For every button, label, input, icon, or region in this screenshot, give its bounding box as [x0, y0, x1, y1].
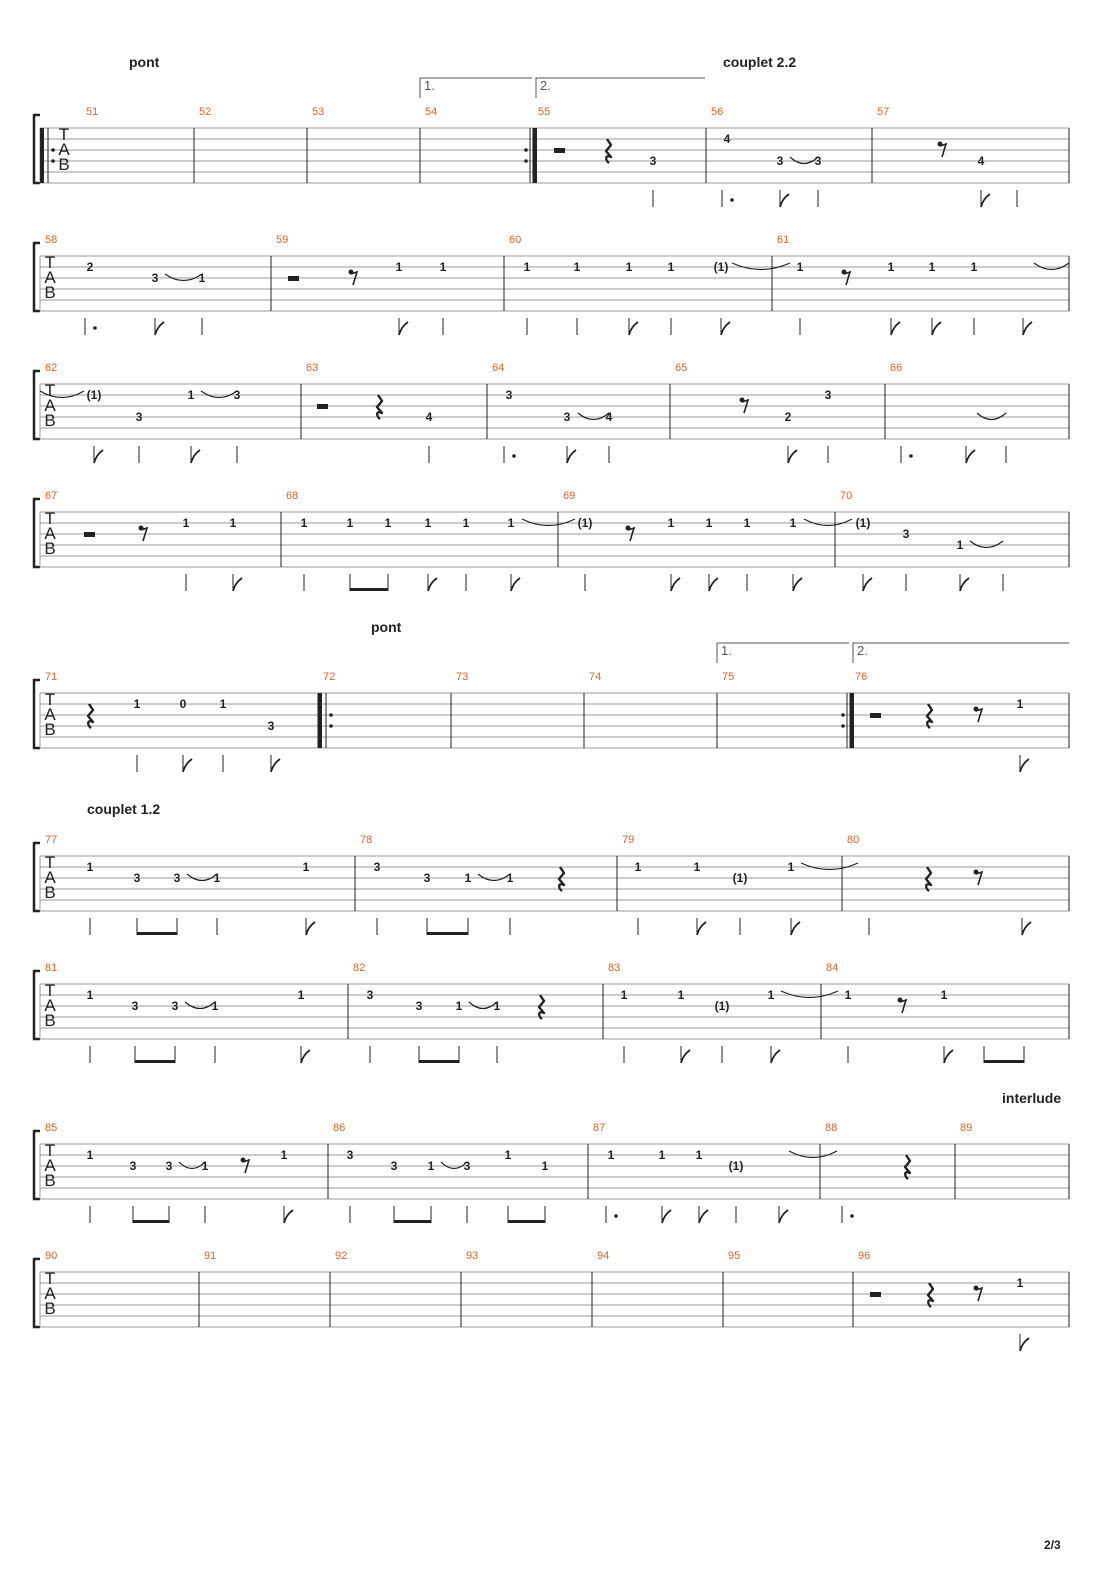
- fret-number: 2: [784, 410, 792, 424]
- tie: [187, 874, 217, 881]
- eighth-flag: [567, 450, 576, 463]
- repeat-dot: [51, 148, 55, 152]
- eighth-flag: [1023, 322, 1032, 335]
- fret-number: 3: [824, 388, 832, 402]
- tab-clef-letter: B: [44, 1011, 56, 1030]
- tie: [478, 874, 510, 881]
- fret-number: 1: [201, 1159, 209, 1173]
- fret-number: 1: [1016, 697, 1024, 711]
- tab-system: [34, 1250, 1069, 1351]
- measure-number: 51: [86, 106, 99, 118]
- fret-number: 1: [620, 988, 628, 1002]
- system-bracket: [34, 971, 40, 1039]
- measure-number: 62: [45, 362, 58, 374]
- fret-number: 1: [693, 860, 701, 874]
- tie: [201, 391, 237, 398]
- fret-number: 1: [1016, 1276, 1024, 1290]
- fret-number: 1: [658, 1148, 666, 1162]
- eighth-flag: [301, 1050, 310, 1063]
- measure-number: 76: [855, 671, 868, 683]
- fret-number: 3: [233, 388, 241, 402]
- fret-number: 1: [767, 988, 775, 1002]
- measure-number: 83: [608, 962, 621, 974]
- measure-number: 77: [45, 834, 58, 846]
- tab-clef-letter: T: [44, 509, 56, 528]
- system-bracket: [34, 680, 40, 748]
- fret-number: 1: [211, 999, 219, 1013]
- tie: [781, 991, 838, 998]
- eighth-flag: [771, 1050, 780, 1063]
- measure-number: 72: [323, 671, 336, 683]
- half-rest: [870, 1292, 881, 1297]
- fret-number: 1: [219, 697, 227, 711]
- fret-number: 3: [267, 719, 275, 733]
- fret-number: 1: [455, 999, 463, 1013]
- fret-number: (1): [855, 516, 871, 530]
- fret-number: 3: [902, 527, 910, 541]
- fret-number: 1: [297, 988, 305, 1002]
- eighth-flag: [966, 450, 975, 463]
- duration-dot: [850, 1214, 854, 1218]
- measure-number: 93: [466, 1250, 479, 1262]
- tie: [165, 274, 202, 281]
- tab-clef-letter: A: [44, 1156, 56, 1175]
- repeat-end-thick-bar: [850, 693, 854, 748]
- beam: [135, 1060, 175, 1063]
- volta-bracket-1: [717, 643, 849, 663]
- fret-number: 3: [776, 154, 784, 168]
- system-bracket: [34, 371, 40, 439]
- fret-number: 3: [505, 388, 513, 402]
- tab-clef-letter: T: [44, 981, 56, 1000]
- fret-number: 1: [607, 1148, 615, 1162]
- tab-clef-letter: A: [44, 1284, 56, 1303]
- fret-number: 1: [300, 516, 308, 530]
- eighth-flag: [271, 759, 280, 772]
- beam: [984, 1060, 1024, 1063]
- tab-clef-letter: B: [44, 720, 56, 739]
- tab-clef-letter: T: [44, 253, 56, 272]
- fret-number: 4: [723, 132, 731, 146]
- quarter-rest: [559, 867, 564, 891]
- repeat-end-thick-bar: [533, 128, 537, 183]
- section-label-pont: pont: [129, 54, 160, 70]
- fret-number: (1): [714, 999, 730, 1013]
- fret-number: 1: [462, 516, 470, 530]
- measure-number: 84: [826, 962, 839, 974]
- measure-number: 91: [204, 1250, 217, 1262]
- measure-number: 87: [593, 1122, 606, 1134]
- beam: [508, 1220, 545, 1223]
- measure-number: 67: [45, 490, 58, 502]
- system-bracket: [34, 1131, 40, 1199]
- measure-number: 92: [335, 1250, 348, 1262]
- volta-label-2: 2.: [540, 78, 551, 93]
- page-number: 2/3: [1044, 1538, 1061, 1552]
- fret-number: 1: [956, 538, 964, 552]
- system-bracket: [34, 499, 40, 567]
- tab-clef-letter: B: [44, 1171, 56, 1190]
- fret-number: 1: [695, 1148, 703, 1162]
- fret-number: 1: [86, 1148, 94, 1162]
- eighth-flag: [1022, 922, 1031, 935]
- tab-clef-letter: B: [44, 411, 56, 430]
- half-rest: [870, 713, 881, 718]
- system-bracket: [34, 1259, 40, 1327]
- fret-number: 3: [165, 1159, 173, 1173]
- beam: [419, 1060, 459, 1063]
- fret-number: 1: [887, 260, 895, 274]
- tie: [578, 413, 609, 420]
- measure-number: 90: [45, 1250, 58, 1262]
- fret-number: 3: [346, 1148, 354, 1162]
- eighth-flag: [981, 194, 990, 207]
- fret-number: (1): [86, 388, 102, 402]
- measure-number: 85: [45, 1122, 58, 1134]
- volta-label-1: 1.: [721, 643, 732, 658]
- eighth-flag: [1020, 1338, 1029, 1351]
- measure-number: 60: [509, 234, 522, 246]
- measure-number: 64: [492, 362, 505, 374]
- section-label-couplet-1-2: couplet 1.2: [87, 801, 161, 817]
- measure-number: 94: [597, 1250, 610, 1262]
- measure-number: 55: [538, 106, 551, 118]
- quarter-rest: [539, 995, 544, 1019]
- eighth-flag: [932, 322, 941, 335]
- eighth-flag: [191, 450, 200, 463]
- tie: [185, 1002, 215, 1009]
- fret-number: 1: [427, 1159, 435, 1173]
- eighth-flag: [699, 1210, 708, 1223]
- tie: [1034, 263, 1069, 270]
- section-label-couplet-2-2: couplet 2.2: [723, 54, 797, 70]
- fret-number: 1: [705, 516, 713, 530]
- fret-number: 1: [493, 999, 501, 1013]
- measure-number: 78: [360, 834, 373, 846]
- quarter-rest: [928, 1283, 933, 1307]
- tie: [801, 863, 858, 870]
- repeat-dot: [841, 713, 845, 717]
- quarter-rest: [926, 867, 931, 891]
- eighth-flag: [891, 322, 900, 335]
- tab-system: [34, 78, 1069, 207]
- tab-system: [34, 962, 1069, 1063]
- eighth-flag: [428, 578, 437, 591]
- fret-number: 1: [787, 860, 795, 874]
- measure-number: 86: [333, 1122, 346, 1134]
- fret-number: 4: [977, 154, 985, 168]
- tab-system: [34, 1122, 1069, 1223]
- system-bracket: [34, 243, 40, 311]
- eighth-flag: [511, 578, 520, 591]
- measure-number: 82: [353, 962, 366, 974]
- measure-number: 73: [456, 671, 469, 683]
- repeat-dot: [329, 724, 333, 728]
- half-rest: [84, 532, 95, 537]
- quarter-rest: [606, 139, 611, 163]
- tab-clef-letter: A: [44, 268, 56, 287]
- measure-number: 79: [622, 834, 635, 846]
- fret-number: 1: [198, 271, 206, 285]
- tie: [522, 519, 575, 526]
- measure-number: 68: [286, 490, 299, 502]
- fret-number: 1: [424, 516, 432, 530]
- measure-number: 52: [199, 106, 212, 118]
- eighth-flag: [155, 322, 164, 335]
- fret-number: 1: [187, 388, 195, 402]
- fret-number: 0: [179, 697, 187, 711]
- fret-number: 1: [625, 260, 633, 274]
- tab-system: [34, 234, 1069, 335]
- fret-number: 1: [634, 860, 642, 874]
- measure-number: 61: [777, 234, 790, 246]
- quarter-rest: [927, 704, 932, 728]
- duration-dot: [614, 1214, 618, 1218]
- fret-number: (1): [732, 871, 748, 885]
- fret-number: 1: [506, 871, 514, 885]
- fret-number: 4: [425, 410, 433, 424]
- fret-number: 1: [213, 871, 221, 885]
- fret-number: 1: [229, 516, 237, 530]
- eighth-flag: [183, 759, 192, 772]
- volta-bracket-2: [536, 78, 705, 98]
- eighth-flag: [779, 1210, 788, 1223]
- fret-number: 1: [384, 516, 392, 530]
- volta-label-2: 2.: [857, 643, 868, 658]
- tab-clef-letter: T: [44, 1141, 56, 1160]
- tab-clef-letter: A: [44, 396, 56, 415]
- measure-number: 65: [675, 362, 688, 374]
- fret-number: 1: [395, 260, 403, 274]
- eighth-flag: [306, 922, 315, 935]
- beam: [133, 1220, 169, 1223]
- volta-label-1: 1.: [424, 78, 435, 93]
- fret-number: 1: [504, 1148, 512, 1162]
- beam: [394, 1220, 431, 1223]
- duration-dot: [93, 326, 97, 330]
- fret-number: 3: [563, 410, 571, 424]
- tab-system: [34, 834, 1069, 935]
- duration-dot: [730, 198, 734, 202]
- eighth-flag: [662, 1210, 671, 1223]
- fret-number: 1: [523, 260, 531, 274]
- half-rest: [554, 148, 565, 153]
- fret-number: 1: [796, 260, 804, 274]
- eighth-flag: [944, 1050, 953, 1063]
- measure-number: 80: [847, 834, 860, 846]
- repeat-start-thick-bar: [40, 128, 44, 183]
- fret-number: (1): [577, 516, 593, 530]
- fret-number: 3: [129, 1159, 137, 1173]
- beam: [350, 588, 388, 591]
- duration-dot: [512, 454, 516, 458]
- repeat-dot: [51, 159, 55, 163]
- half-rest: [288, 276, 299, 281]
- fret-number: 1: [346, 516, 354, 530]
- tab-clef-letter: T: [44, 853, 56, 872]
- measure-number: 53: [312, 106, 325, 118]
- eighth-flag: [793, 578, 802, 591]
- measure-number: 74: [589, 671, 602, 683]
- tab-clef-letter: B: [44, 539, 56, 558]
- repeat-start-thick-bar: [318, 693, 322, 748]
- fret-number: 1: [86, 988, 94, 1002]
- measure-number: 57: [877, 106, 890, 118]
- eighth-flag: [399, 322, 408, 335]
- measure-number: 70: [840, 490, 853, 502]
- beam: [427, 932, 468, 935]
- fret-number: 3: [649, 154, 657, 168]
- fret-number: 3: [415, 999, 423, 1013]
- eighth-flag: [697, 922, 706, 935]
- fret-number: (1): [713, 260, 729, 274]
- fret-number: 1: [439, 260, 447, 274]
- eighth-flag: [1020, 759, 1029, 772]
- beam: [137, 932, 177, 935]
- repeat-dot: [524, 148, 528, 152]
- repeat-dot: [329, 713, 333, 717]
- fret-number: 1: [464, 871, 472, 885]
- fret-number: (1): [728, 1159, 744, 1173]
- tab-system: [34, 643, 1069, 772]
- eighth-flag: [791, 922, 800, 935]
- eighth-flag: [94, 450, 103, 463]
- fret-number: 3: [390, 1159, 398, 1173]
- fret-number: 3: [131, 999, 139, 1013]
- fret-number: 3: [423, 871, 431, 885]
- tie: [970, 541, 1003, 548]
- tab-clef-letter: B: [44, 1299, 56, 1318]
- tab-clef-letter: B: [44, 883, 56, 902]
- tie: [804, 519, 852, 526]
- measure-number: 75: [722, 671, 735, 683]
- measure-number: 63: [306, 362, 319, 374]
- fret-number: 1: [970, 260, 978, 274]
- fret-number: 1: [133, 697, 141, 711]
- volta-bracket-2: [853, 643, 1069, 663]
- quarter-rest: [377, 395, 382, 419]
- fret-number: 1: [280, 1148, 288, 1162]
- fret-number: 1: [541, 1159, 549, 1173]
- eighth-flag: [629, 322, 638, 335]
- measure-number: 95: [728, 1250, 741, 1262]
- measure-number: 89: [960, 1122, 973, 1134]
- fret-number: 3: [463, 1159, 471, 1173]
- eighth-flag: [284, 1210, 293, 1223]
- tab-clef-letter: T: [44, 381, 56, 400]
- eighth-flag: [788, 450, 797, 463]
- fret-number: 3: [135, 410, 143, 424]
- repeat-dot: [841, 724, 845, 728]
- fret-number: 1: [743, 516, 751, 530]
- fret-number: 1: [667, 516, 675, 530]
- fret-number: 1: [928, 260, 936, 274]
- fret-number: 1: [302, 860, 310, 874]
- tab-clef-letter: A: [44, 996, 56, 1015]
- eighth-flag: [681, 1050, 690, 1063]
- volta-bracket-1: [420, 78, 532, 98]
- eighth-flag: [233, 578, 242, 591]
- fret-number: 1: [789, 516, 797, 530]
- eighth-flag: [780, 194, 789, 207]
- tie: [789, 1151, 837, 1158]
- tab-clef-letter: A: [44, 705, 56, 724]
- half-rest: [317, 404, 328, 409]
- fret-number: 3: [373, 860, 381, 874]
- measure-number: 54: [425, 106, 438, 118]
- tab-clef-letter: T: [58, 125, 70, 144]
- tab-clef-letter: A: [58, 140, 70, 159]
- fret-number: 1: [677, 988, 685, 1002]
- measure-number: 81: [45, 962, 58, 974]
- quarter-rest: [905, 1155, 910, 1179]
- section-label-interlude: interlude: [1002, 1090, 1062, 1106]
- tab-system: [34, 362, 1069, 463]
- eighth-flag: [671, 578, 680, 591]
- quarter-rest: [88, 704, 93, 728]
- measure-number: 56: [711, 106, 724, 118]
- fret-number: 1: [667, 260, 675, 274]
- duration-dot: [909, 454, 913, 458]
- tab-clef-letter: T: [44, 690, 56, 709]
- fret-number: 3: [173, 871, 181, 885]
- fret-number: 3: [151, 271, 159, 285]
- tie: [977, 413, 1006, 420]
- fret-number: 4: [605, 410, 613, 424]
- fret-number: 3: [133, 871, 141, 885]
- tab-clef-letter: A: [44, 868, 56, 887]
- measure-number: 58: [45, 234, 58, 246]
- fret-number: 1: [182, 516, 190, 530]
- fret-number: 1: [940, 988, 948, 1002]
- eighth-flag: [709, 578, 718, 591]
- system-bracket: [34, 843, 40, 911]
- fret-number: 2: [86, 260, 94, 274]
- fret-number: 3: [171, 999, 179, 1013]
- tab-clef-letter: B: [44, 283, 56, 302]
- measure-number: 71: [45, 671, 58, 683]
- measure-number: 59: [276, 234, 289, 246]
- eighth-flag: [863, 578, 872, 591]
- repeat-dot: [524, 159, 528, 163]
- tie: [732, 263, 790, 270]
- fret-number: 1: [844, 988, 852, 1002]
- eighth-flag: [721, 322, 730, 335]
- measure-number: 69: [563, 490, 576, 502]
- eighth-flag: [960, 578, 969, 591]
- measure-number: 88: [825, 1122, 838, 1134]
- measure-number: 66: [890, 362, 903, 374]
- fret-number: 1: [86, 860, 94, 874]
- tab-system: [34, 490, 1069, 591]
- measure-number: 96: [858, 1250, 871, 1262]
- section-label-pont: pont: [371, 619, 402, 635]
- fret-number: 3: [814, 154, 822, 168]
- fret-number: 3: [366, 988, 374, 1002]
- system-bracket: [34, 115, 40, 183]
- fret-number: 1: [573, 260, 581, 274]
- fret-number: 1: [507, 516, 515, 530]
- tab-clef-letter: A: [44, 524, 56, 543]
- tab-clef-letter: T: [44, 1269, 56, 1288]
- tab-clef-letter: B: [58, 155, 70, 174]
